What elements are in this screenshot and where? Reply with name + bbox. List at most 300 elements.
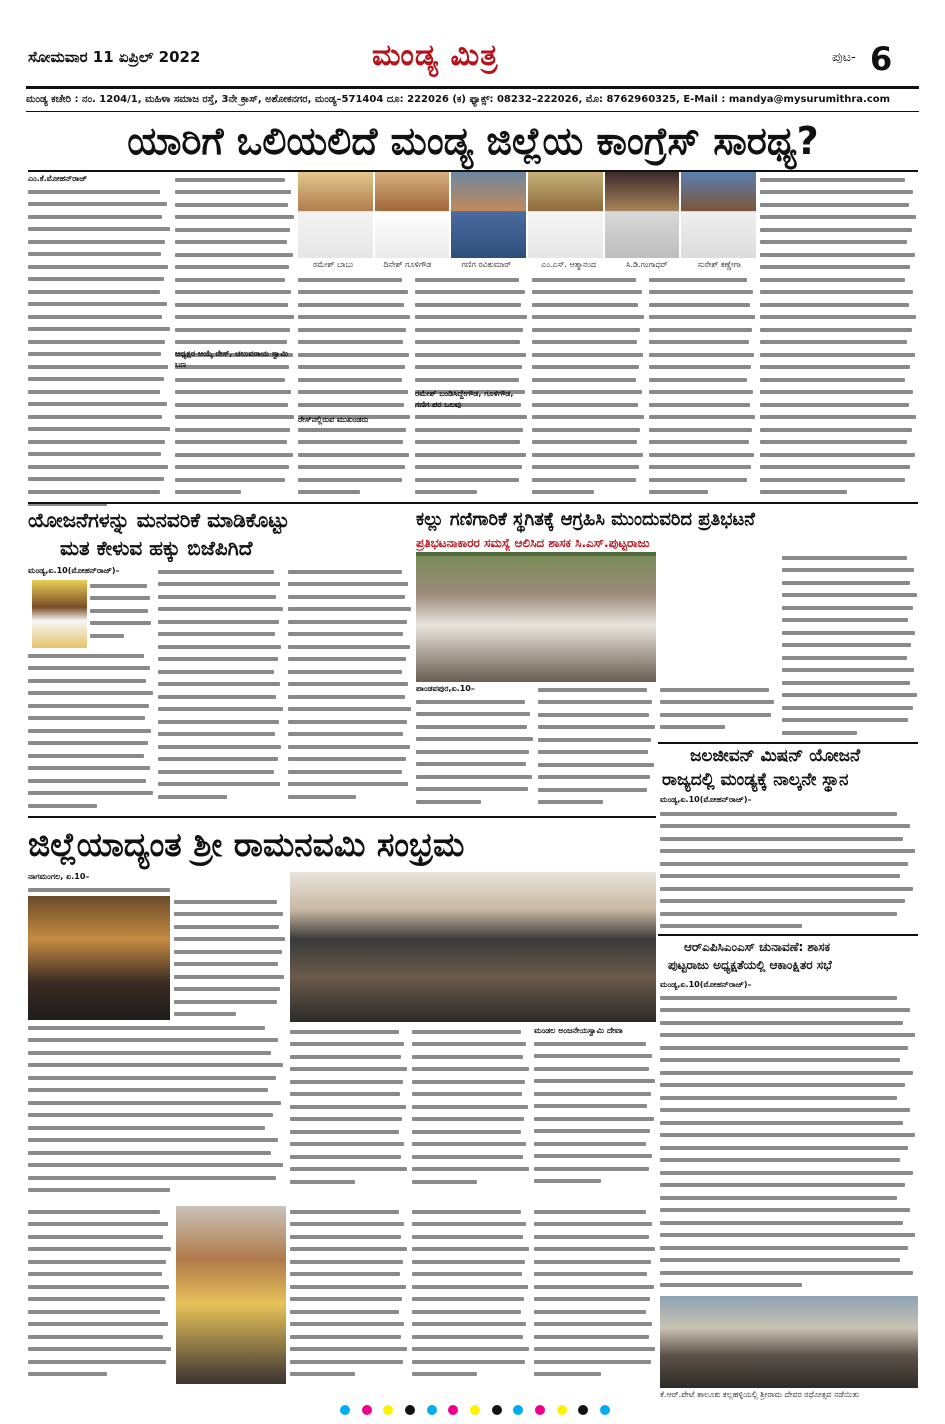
text-line: [649, 299, 756, 312]
text-line: [175, 249, 295, 262]
story4-body: [660, 808, 918, 932]
text-line: [534, 1163, 656, 1176]
text-line: [290, 1126, 408, 1139]
text-line: [298, 274, 411, 287]
text-line: [28, 788, 154, 801]
text-line: [90, 630, 152, 643]
text-line: [760, 324, 918, 337]
text-line: [288, 766, 412, 779]
text-line: [538, 697, 656, 710]
newspaper-logo: ಮಂಡ್ಯ ಮಿತ್ರ: [372, 38, 499, 73]
text-line: [288, 666, 412, 679]
text-line: [532, 387, 645, 400]
text-line: [649, 287, 756, 300]
text-line: [28, 1306, 172, 1319]
text-line: [412, 1344, 530, 1357]
text-line: [532, 287, 645, 300]
text-line: [760, 312, 918, 325]
story3-kicker: ಪ್ರತಿಭಟನಾಕಾರರ ಸಮಸ್ಯೆ ಆಲಿಸಿದ ಶಾಸಕ ಸಿ.ಎಸ್.ಪುಟ್ಟರಾಜು: [416, 536, 650, 550]
text-line: [534, 1138, 656, 1151]
text-line: [649, 474, 756, 487]
text-line: [760, 487, 918, 500]
text-line: [412, 1089, 530, 1102]
text-line: [28, 763, 154, 776]
text-line: [158, 679, 284, 692]
text-line: [290, 1269, 408, 1282]
text-line: [649, 337, 756, 350]
text-line: [760, 174, 918, 187]
text-line: [288, 729, 412, 742]
text-line: [158, 629, 284, 642]
text-line: [532, 437, 645, 450]
portrait-captions: [298, 259, 756, 271]
text-line: [28, 1319, 172, 1332]
caption: ದಿನೇಶ್ ಗೂಳಿಗೌಡ: [383, 260, 432, 269]
story2-col2-text: [158, 566, 284, 804]
text-line: [28, 1344, 172, 1357]
issue-date: ಸೋಮವಾರ 11 ಏಪ್ರಿಲ್ 2022: [28, 48, 201, 66]
text-line: [288, 579, 412, 592]
text-line: [760, 337, 918, 350]
text-line: [660, 697, 778, 710]
text-line: [174, 1009, 286, 1022]
text-line: [28, 411, 171, 424]
story1-col2: [175, 174, 295, 500]
text-line: [649, 349, 756, 362]
text-line: [660, 1205, 918, 1218]
text-line: [175, 224, 295, 237]
story3-col2: [538, 684, 656, 814]
text-line: [158, 591, 284, 604]
text-line: [298, 487, 411, 500]
text-line: [660, 908, 918, 921]
text-line: [415, 312, 528, 325]
text-line: [175, 237, 295, 250]
text-line: [532, 474, 645, 487]
text-line: [412, 1051, 530, 1064]
text-line: [28, 1035, 286, 1048]
text-line: [158, 741, 284, 754]
story3-headline: ಕಲ್ಲು ಗಣಿಗಾರಿಕೆ ಸ್ಥಗಿತಕ್ಕೆ ಆಗ್ರಹಿಸಿ ಮುಂದುವರಿದ ಪ್ರತಿಭಟನೆ: [416, 509, 755, 530]
text-line: [28, 675, 154, 688]
lead-headline: ಯಾರಿಗೆ ಒಲಿಯಲಿದೆ ಮಂಡ್ಯ ಜಿಲ್ಲೆಯ ಕಾಂಗ್ರೆಸ್ ಸಾರಥ್ಯ?: [127, 119, 819, 163]
text-line: [290, 1244, 408, 1257]
text-line: [415, 274, 528, 287]
text-line: [412, 1319, 530, 1332]
story5-col2: [28, 1022, 286, 1202]
text-line: [660, 1255, 918, 1268]
text-line: [28, 1281, 172, 1294]
text-line: [290, 1281, 408, 1294]
text-line: [288, 704, 412, 717]
text-line: [532, 274, 645, 287]
text-line: [290, 1256, 408, 1269]
registration-dot: [405, 1405, 415, 1415]
text-line: [28, 274, 171, 287]
text-line: [649, 487, 756, 500]
story2-col3-text: [288, 566, 412, 804]
story5-intro-text: [28, 884, 286, 897]
text-line: [298, 474, 411, 487]
text-line: [660, 808, 918, 821]
story5-intro: [28, 884, 286, 894]
text-line: [415, 449, 528, 462]
text-line: [28, 461, 171, 474]
text-line: [290, 1231, 408, 1244]
text-line: [760, 462, 918, 475]
text-line: [782, 640, 918, 653]
divider: [28, 502, 918, 504]
text-line: [28, 474, 171, 487]
text-line: [660, 1067, 918, 1080]
text-line: [28, 1135, 286, 1148]
text-line: [649, 412, 756, 425]
text-line: [288, 604, 412, 617]
text-line: [660, 1005, 918, 1018]
text-line: [28, 1356, 172, 1369]
story6-body: [660, 992, 918, 1292]
text-line: [28, 286, 171, 299]
text-line: [175, 199, 295, 212]
text-line: [534, 1319, 656, 1332]
text-line: [175, 174, 295, 187]
chariot-caption: ಕೆ.ಆರ್.ಪೇಟೆ ತಾಲೂಕು ಕಲ್ಲಹಳ್ಳಿಯಲ್ಲಿ ಶ್ರೀರಾಮ ದೇವರ ರಥೋತ್ಸವ ನಡೆಯಿತು: [660, 1390, 860, 1399]
text-line: [288, 791, 412, 804]
text-line: [28, 1085, 286, 1098]
story5-col8: [412, 1206, 530, 1384]
text-line: [534, 1294, 656, 1307]
story5-subhead: ಮಂಡಲ ಅಂಜನೇಯಸ್ವಾಮಿ ದೇವಾ: [534, 1026, 623, 1035]
story1-col7-text: [760, 174, 918, 499]
registration-dot: [513, 1405, 523, 1415]
text-line: [760, 437, 918, 450]
text-line: [28, 424, 171, 437]
text-line: [28, 700, 154, 713]
text-line: [298, 362, 411, 375]
text-line: [760, 287, 918, 300]
text-line: [760, 262, 918, 275]
text-line: [534, 1063, 656, 1076]
text-line: [660, 1155, 918, 1168]
text-line: [416, 771, 534, 784]
page-number: 6: [870, 40, 893, 78]
text-line: [28, 1172, 286, 1185]
text-line: [412, 1356, 530, 1369]
text-line: [290, 1151, 408, 1164]
text-line: [534, 1231, 656, 1244]
text-line: [782, 677, 918, 690]
text-line: [534, 1356, 656, 1369]
text-line: [28, 224, 171, 237]
text-line: [660, 896, 918, 909]
story3-col1: [416, 696, 534, 814]
text-line: [534, 1101, 656, 1114]
text-line: [760, 237, 918, 250]
text-line: [782, 627, 918, 640]
text-line: [649, 387, 756, 400]
celebration-photo: [176, 1206, 286, 1384]
text-line: [534, 1038, 656, 1051]
story5-col1: [174, 896, 286, 1020]
text-line: [415, 412, 528, 425]
text-line: [290, 1026, 408, 1039]
text-line: [174, 946, 286, 959]
text-line: [28, 199, 171, 212]
text-line: [534, 1151, 656, 1164]
story5-col3: [290, 1026, 408, 1198]
caption: ಗಣಿಗ ರವಿಕುಮಾರ್: [461, 260, 512, 269]
text-line: [290, 1319, 408, 1332]
text-line: [175, 274, 295, 287]
story6-dateline: ಮಂಡ್ಯ,ಏ.10(ಮೋಹನ್‌ರಾಜ್)–: [660, 980, 752, 989]
text-line: [532, 349, 645, 362]
story1-col1-text: [28, 186, 171, 511]
text-line: [298, 399, 411, 412]
text-line: [174, 896, 286, 909]
text-line: [298, 287, 411, 300]
text-line: [412, 1039, 530, 1052]
text-line: [660, 1280, 918, 1293]
text-line: [290, 1331, 408, 1344]
registration-dot: [492, 1405, 502, 1415]
story2-col1-text: [28, 650, 154, 813]
caption: ರಮೇಶ್ ಬಾಬು: [313, 260, 354, 269]
text-line: [288, 779, 412, 792]
text-line: [782, 715, 918, 728]
registration-dot: [448, 1405, 458, 1415]
text-line: [660, 921, 918, 934]
story5-col5-text: [534, 1038, 656, 1188]
text-line: [175, 287, 295, 300]
text-line: [298, 312, 411, 325]
text-line: [158, 579, 284, 592]
portrait-photo: [298, 172, 375, 258]
story1-col6-text: [649, 274, 756, 499]
page-label: ಪುಟ-: [832, 50, 856, 65]
text-line: [660, 709, 778, 722]
caption: ಸುರೇಶ್ ಕಣ್ಣೇಗಾ: [697, 260, 741, 269]
text-line: [416, 784, 534, 797]
text-line: [288, 616, 412, 629]
text-line: [158, 666, 284, 679]
text-line: [660, 821, 918, 834]
text-line: [649, 274, 756, 287]
text-line: [412, 1294, 530, 1307]
text-line: [649, 312, 756, 325]
text-line: [28, 1147, 286, 1160]
text-line: [534, 1113, 656, 1126]
text-line: [175, 187, 295, 200]
text-line: [28, 800, 154, 813]
text-line: [532, 399, 645, 412]
text-line: [416, 796, 534, 809]
text-line: [760, 187, 918, 200]
story4-headline-line1: ಜಲಜೀವನ್ ಮಿಷನ್ ಯೋಜನೆ: [690, 746, 861, 766]
text-line: [28, 1219, 172, 1232]
text-line: [532, 449, 645, 462]
text-line: [660, 1167, 918, 1180]
registration-dot: [470, 1405, 480, 1415]
story1-col7: [760, 174, 918, 500]
story5-col7: [290, 1206, 408, 1384]
text-line: [28, 486, 171, 499]
text-line: [28, 374, 171, 387]
text-line: [760, 424, 918, 437]
text-line: [412, 1126, 530, 1139]
story6-headline-line2: ಪುಟ್ಟರಾಜು ಅಧ್ಯಕ್ಷತೆಯಲ್ಲಿ ಆಕಾಂಕ್ಷಿತರ ಸಭೆ: [668, 958, 832, 972]
text-line: [760, 362, 918, 375]
text-line: [174, 984, 286, 997]
story6-headline-line1: ಆರ್‌ಎಪಿಸಿಎಂಎಸ್ ಚುನಾವಣೆ: ಶಾಸಕ: [684, 940, 831, 954]
text-line: [298, 374, 411, 387]
text-line: [782, 702, 918, 715]
story1-col6: [649, 274, 756, 500]
text-line: [660, 1192, 918, 1205]
text-line: [28, 1294, 172, 1307]
text-line: [660, 883, 918, 896]
text-line: [538, 797, 656, 810]
text-line: [649, 362, 756, 375]
text-line: [28, 436, 171, 449]
text-line: [534, 1076, 656, 1089]
text-line: [28, 1122, 286, 1135]
text-line: [412, 1281, 530, 1294]
text-line: [534, 1369, 656, 1382]
text-line: [28, 1072, 286, 1085]
story1-col1: [28, 174, 171, 500]
story3-col4: [782, 552, 918, 740]
story4-body-text: [660, 808, 918, 933]
text-line: [532, 424, 645, 437]
text-line: [660, 1230, 918, 1243]
text-line: [288, 691, 412, 704]
text-line: [158, 604, 284, 617]
text-line: [90, 580, 152, 593]
text-line: [158, 716, 284, 729]
text-line: [28, 1244, 172, 1257]
text-line: [412, 1231, 530, 1244]
text-line: [175, 437, 295, 450]
text-line: [416, 721, 534, 734]
text-line: [28, 324, 171, 337]
story5-col6-text: [28, 1206, 172, 1381]
text-line: [158, 654, 284, 667]
text-line: [782, 577, 918, 590]
text-line: [415, 487, 528, 500]
text-line: [760, 349, 918, 362]
text-line: [412, 1369, 530, 1382]
author-photo: [32, 580, 87, 648]
text-line: [175, 312, 295, 325]
text-line: [298, 462, 411, 475]
text-line: [415, 374, 528, 387]
story1-col5-text: [532, 274, 645, 499]
story5-col6: [28, 1206, 172, 1384]
text-line: [28, 399, 171, 412]
text-line: [412, 1101, 530, 1114]
text-line: [298, 449, 411, 462]
text-line: [290, 1039, 408, 1052]
text-line: [175, 462, 295, 475]
text-line: [28, 249, 171, 262]
text-line: [290, 1101, 408, 1114]
text-line: [412, 1206, 530, 1219]
text-line: [415, 349, 528, 362]
registration-dot: [600, 1405, 610, 1415]
text-line: [760, 224, 918, 237]
text-line: [538, 722, 656, 735]
story5-col5: [534, 1026, 656, 1198]
story2-headline-line1: ಯೋಜನೆಗಳನ್ನು ಮನವರಿಕೆ ಮಾಡಿಕೊಟ್ಟು: [28, 508, 290, 532]
text-line: [782, 652, 918, 665]
text-line: [534, 1281, 656, 1294]
story5-col4-text: [412, 1026, 530, 1189]
text-line: [28, 186, 171, 199]
text-line: [660, 1042, 918, 1055]
text-line: [28, 311, 171, 324]
text-line: [28, 1110, 286, 1123]
text-line: [782, 727, 918, 740]
text-line: [158, 566, 284, 579]
text-line: [158, 791, 284, 804]
text-line: [782, 665, 918, 678]
text-line: [288, 754, 412, 767]
text-line: [412, 1114, 530, 1127]
story2-intro: [90, 580, 152, 648]
text-line: [760, 374, 918, 387]
text-line: [290, 1306, 408, 1319]
text-line: [298, 299, 411, 312]
story1-col3: [298, 274, 411, 500]
story5-col2-text: [28, 1022, 286, 1197]
festival-group-photo: [290, 872, 656, 1022]
candidate-portraits: [298, 172, 756, 258]
portrait-photo: [681, 172, 756, 258]
text-line: [158, 729, 284, 742]
text-line: [660, 1142, 918, 1155]
text-line: [290, 1206, 408, 1219]
text-line: [28, 261, 171, 274]
text-line: [298, 337, 411, 350]
text-line: [28, 1022, 286, 1035]
text-line: [660, 1105, 918, 1118]
text-line: [28, 236, 171, 249]
text-line: [534, 1051, 656, 1064]
text-line: [532, 487, 645, 500]
text-line: [158, 766, 284, 779]
text-line: [174, 959, 286, 972]
story2-dateline: ಮಂಡ್ಯ,ಏ.10(ಮೋಹನ್‌ರಾಜ್)–: [28, 566, 120, 575]
story5-col8-text: [412, 1206, 530, 1381]
caption: ಎಂ.ಎಸ್. ಆತ್ಮಾನಂದ: [541, 260, 597, 269]
text-line: [782, 690, 918, 703]
text-line: [28, 713, 154, 726]
registration-dot: [557, 1405, 567, 1415]
text-line: [538, 684, 656, 697]
text-line: [532, 299, 645, 312]
portrait-photo: [528, 172, 605, 258]
text-line: [288, 629, 412, 642]
story4-dateline: ಮಂಡ್ಯ,ಏ.10(ಮೋಹನ್‌ರಾಜ್)–: [660, 795, 752, 804]
text-line: [290, 1076, 408, 1089]
text-line: [158, 691, 284, 704]
text-line: [416, 709, 534, 722]
story5-col1-text: [174, 896, 286, 1021]
text-line: [660, 846, 918, 859]
text-line: [660, 1092, 918, 1105]
caption: ಸಿ.ಡಿ.ಗಂಗಾಧರ್: [626, 260, 668, 269]
divider: [658, 934, 918, 936]
